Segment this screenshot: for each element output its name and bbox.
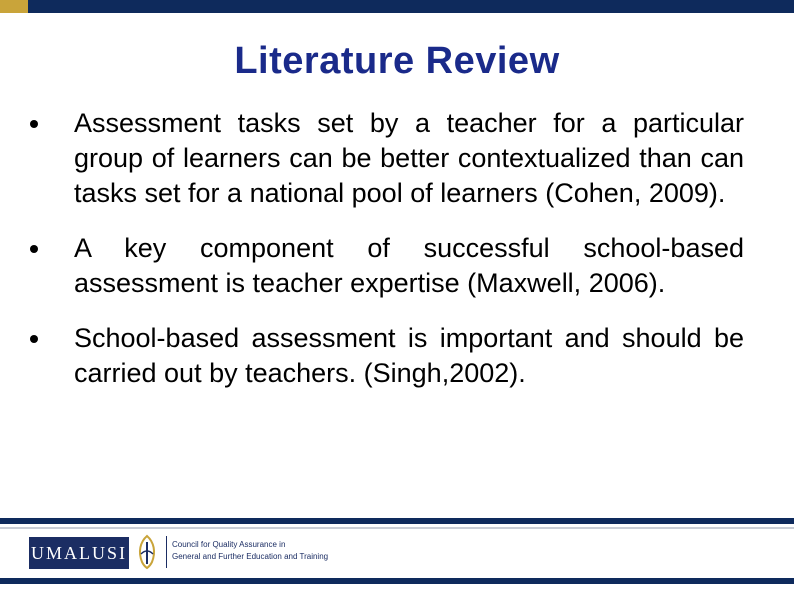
bullet-text: Assessment tasks set by a teacher for a particular group of learners can be better contextualized than can tasks set for a national pool of learners (Cohen, 2009). — [74, 108, 744, 208]
bullet-item — [30, 106, 744, 211]
slide-title: Literature Review — [234, 40, 560, 82]
org-name-line2: General and Further Education and Training — [172, 552, 329, 561]
top-bar — [0, 0, 794, 13]
bullet-item — [30, 321, 744, 391]
top-accent — [0, 0, 28, 13]
bullet-text: School-based assessment is important and should be carried out by teachers. (Singh,2002). — [74, 323, 744, 388]
org-name — [172, 539, 328, 563]
bullet-item — [30, 231, 744, 301]
bullet-dot-icon — [30, 120, 38, 128]
footer-divider-thin — [0, 527, 794, 529]
footer-divider — [0, 518, 794, 524]
umalusi-emblem-icon — [132, 532, 162, 572]
bullet-list — [30, 106, 744, 411]
org-name-line1: Council for Quality Assurance in — [172, 540, 286, 549]
bottom-bar — [0, 578, 794, 584]
bullet-text: A key component of successful school-based assessment is teacher expertise (Maxwell, 2006). — [74, 233, 744, 298]
umalusi-logo: UMALUSI — [29, 537, 129, 569]
bullet-dot-icon — [30, 335, 38, 343]
bullet-dot-icon — [30, 245, 38, 253]
org-divider — [166, 536, 167, 568]
